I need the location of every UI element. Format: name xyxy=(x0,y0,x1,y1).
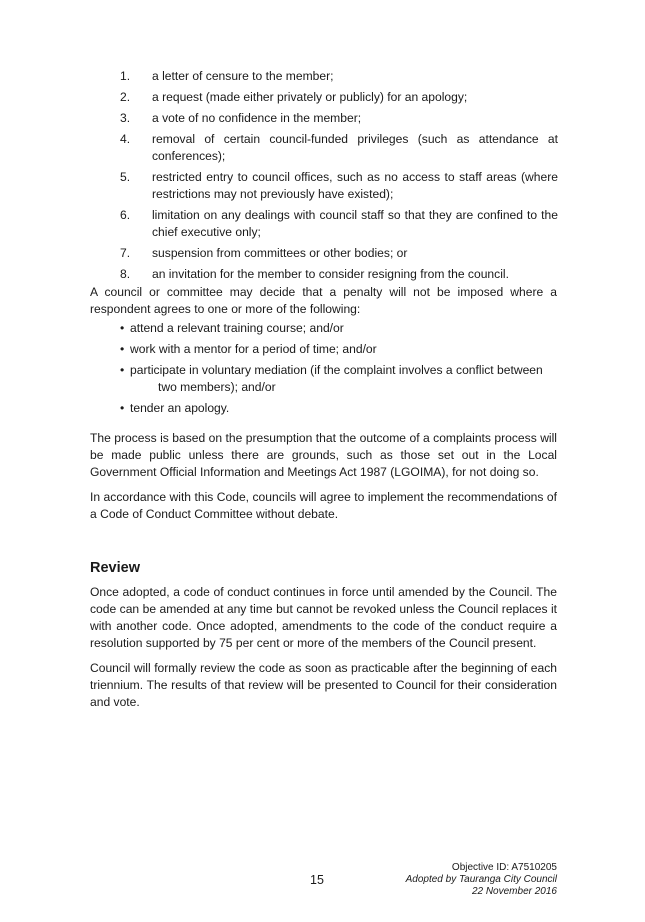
list-number: 6. xyxy=(120,208,131,222)
bullet-text: work with a mentor for a period of time; and/or xyxy=(130,342,377,356)
bullet-icon: • xyxy=(120,342,125,356)
list-number: 5. xyxy=(120,170,131,184)
list-item xyxy=(90,245,558,262)
bullet-text: attend a relevant training course; and/or xyxy=(130,321,344,335)
list-item xyxy=(90,131,558,165)
penalty-list xyxy=(90,68,558,287)
list-item xyxy=(90,207,558,241)
objective-id: Objective ID: A7510205 xyxy=(451,862,557,873)
list-text: a request (made either privately or publicly) for an apology; xyxy=(152,90,468,104)
bullet-icon: • xyxy=(120,401,125,415)
list-item xyxy=(90,110,558,127)
list-number: 4. xyxy=(120,132,131,146)
review-heading: Review xyxy=(90,560,140,576)
list-text: suspension from committees or other bodies; or xyxy=(152,246,408,260)
list-item xyxy=(90,169,558,203)
list-text: limitation on any dealings with council staff so that they are confined to the chief executive only; xyxy=(152,208,558,239)
list-number: 2. xyxy=(120,90,131,104)
list-number: 1. xyxy=(120,69,131,83)
review-paragraph-2: Council will formally review the code as soon as practicable after the beginning of each triennium. The results of that review will be presented to Council for their consideration and vote. xyxy=(90,661,557,709)
list-number: 3. xyxy=(120,111,131,125)
list-number: 8. xyxy=(120,267,131,281)
bullet-text: tender an apology. xyxy=(130,401,230,415)
list-text: an invitation for the member to consider resigning from the council. xyxy=(152,267,509,281)
alternative-paragraph: A council or committee may decide that a penalty will not be imposed where a respondent agrees to one or more of the following: xyxy=(90,285,557,316)
bullet-text-continued: two members); and/or xyxy=(158,380,276,394)
adopted-by: Adopted by Tauranga City Council xyxy=(405,874,557,885)
review-paragraph-1: Once adopted, a code of conduct continues in force until amended by the Council. The code can be amended at any time but cannot be revoked unless the Council replaces it with another code. Once adopted, amendments to the code of the conduct require a resolution supported by 75 per cent or more of the members of the Council present. xyxy=(90,585,557,650)
bullet-text: participate in voluntary mediation (if the complaint involves a conflict between xyxy=(130,363,543,377)
bullet-icon: • xyxy=(120,321,125,335)
list-text: a vote of no confidence in the member; xyxy=(152,111,362,125)
page-number: 15 xyxy=(310,873,324,887)
list-item xyxy=(90,68,558,85)
list-text: restricted entry to council offices, such as no access to staff areas (where restrictions may not previously have existed); xyxy=(152,170,558,201)
list-text: a letter of censure to the member; xyxy=(152,69,334,83)
list-item xyxy=(90,89,558,106)
bullet-item xyxy=(120,362,557,396)
public-outcome-paragraph: The process is based on the presumption that the outcome of a complaints process will be made public unless there are grounds, such as those set out in the Local Government Official Information and Meetings Act 1987 (LGOIMA), for not doing so. xyxy=(90,431,557,479)
bullet-icon: • xyxy=(120,363,125,377)
footer-info xyxy=(406,862,557,898)
adoption-date: 22 November 2016 xyxy=(471,886,557,897)
accordance-paragraph: In accordance with this Code, councils will agree to implement the recommendations of a Code of Conduct Committee without debate. xyxy=(90,490,557,521)
bullet-item xyxy=(120,400,557,417)
alternative-bullet-list xyxy=(120,320,557,421)
list-number: 7. xyxy=(120,246,131,260)
list-text: removal of certain council-funded privileges (such as attendance at conferences); xyxy=(152,132,558,163)
bullet-item xyxy=(120,341,557,358)
bullet-item xyxy=(120,320,557,337)
list-item xyxy=(90,266,558,283)
